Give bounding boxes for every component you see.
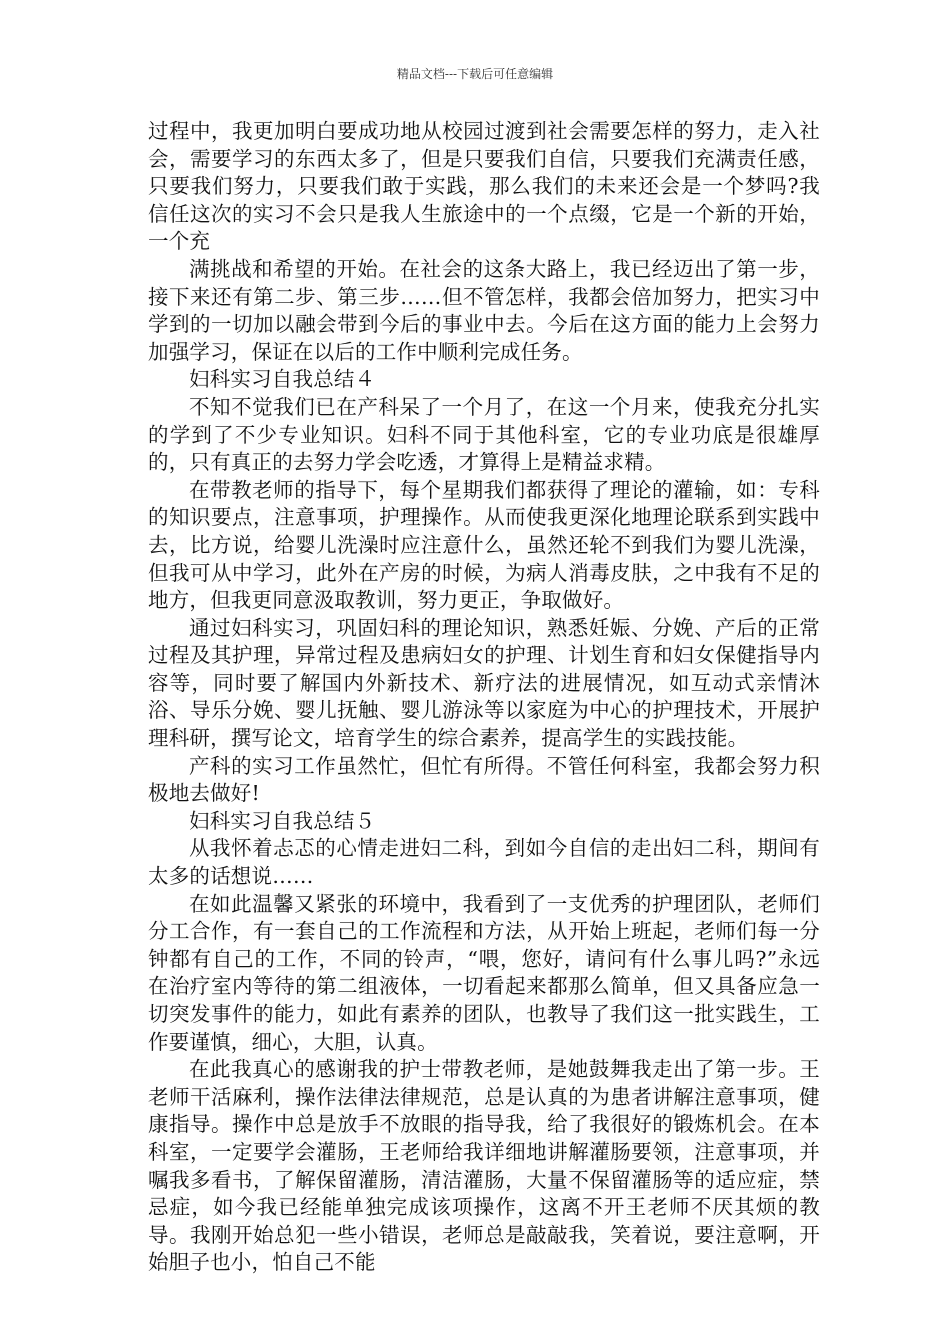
paragraph-5: 通过妇科实习，巩固妇科的理论知识，熟悉妊娠、分娩、产后的正常过程及其护理，异常过程及患病妇女的护理、计划生育和妇女保健指导内容等，同时要了解国内外新技术、新疗法的进展情况，如互动式亲情沐浴、导乐分娩、婴儿抚触、婴儿游泳等以家庭为中心的护理技术，开展护理科研，撰写论文，培育学生的综合素养，提高学生的实践技能。 [148, 615, 820, 751]
document-body [148, 118, 820, 1277]
page-header: 精品文档---下载后可任意编辑 [396, 67, 554, 81]
paragraph-3: 不知不觉我们已在产科呆了一个月了，在这一个月来，使我充分扎实的学到了不少专业知识。妇科不同于其他科室，它的专业功底是很雄厚的，只有真正的去努力学会吃透，才算得上是精益求精。 [148, 394, 820, 475]
paragraph-9: 在此我真心的感谢我的护士带教老师，是她鼓舞我走出了第一步。王老师干活麻利，操作法律法律规范，总是认真的为患者讲解注意事项，健康指导。操作中总是放手不放眼的指导我，给了我很好的锻炼机会。在本科室，一定要学会灌肠，王老师给我详细地讲解灌肠要领，注意事项，并嘱我多看书，了解保留灌肠，清洁灌肠，大量不保留灌肠等的适应症，禁忌症，如今我已经能单独完成该项操作，这离不开王老师不厌其烦的教导。我刚开始总犯一些小错误，老师总是敲敲我，笑着说，要注意啊，开始胆子也小，怕自己不能 [148, 1057, 820, 1275]
paragraph-4: 在带教老师的指导下，每个星期我们都获得了理论的灌输，如：专科的知识要点，注意事项，护理操作。从而使我更深化地理论联系到实践中去，比方说，给婴儿洗澡时应注意什么，虽然还轮不到我们为婴儿洗澡，但我可从中学习，此外在产房的时候，为病人消毒皮肤，之中我有不足的地方，但我更同意汲取教训，努力更正，争取做好。 [148, 477, 820, 613]
paragraph-6: 产科的实习工作虽然忙，但忙有所得。不管任何科室，我都会努力积极地去做好! [148, 753, 820, 806]
paragraph-8: 在如此温馨又紧张的环境中，我看到了一支优秀的护理团队，老师们分工合作，有一套自己的工作流程和方法，从开始上班起，老师们每一分钟都有自己的工作，不同的铃声，“喂，您好，请问有什么事儿吗?”永远在治疗室内等待的第二组液体，一切看起来都那么简单，但又具备应急一切突发事件的能力，如此有素养的团队，也教导了我们这一批实践生，工作要谨慎，细心，大胆，认真。 [148, 891, 820, 1054]
section-heading-5: 妇科实习自我总结５ [189, 808, 376, 833]
paragraph-2: 满挑战和希望的开始。在社会的这条大路上，我已经迈出了第一步，接下来还有第二步、第三步……但不管怎样，我都会倍加努力，把实习中学到的一切加以融会带到今后的事业中去。今后在这方面的能力上会努力加强学习，保证在以后的工作中顺利完成任务。 [148, 256, 820, 364]
paragraph-1: 过程中，我更加明白要成功地从校园过渡到社会需要怎样的努力，走入社会，需要学习的东西太多了，但是只要我们自信，只要我们充满责任感，只要我们努力，只要我们敢于实践，那么我们的未来还会是一个梦吗?我信任这次的实习不会只是我人生旅途中的一个点缀，它是一个新的开始，一个充 [148, 119, 820, 254]
paragraph-7: 从我怀着忐忑的心情走进妇二科，到如今自信的走出妇二科，期间有太多的话想说…… [148, 836, 820, 889]
section-heading-4: 妇科实习自我总结４ [189, 367, 376, 392]
